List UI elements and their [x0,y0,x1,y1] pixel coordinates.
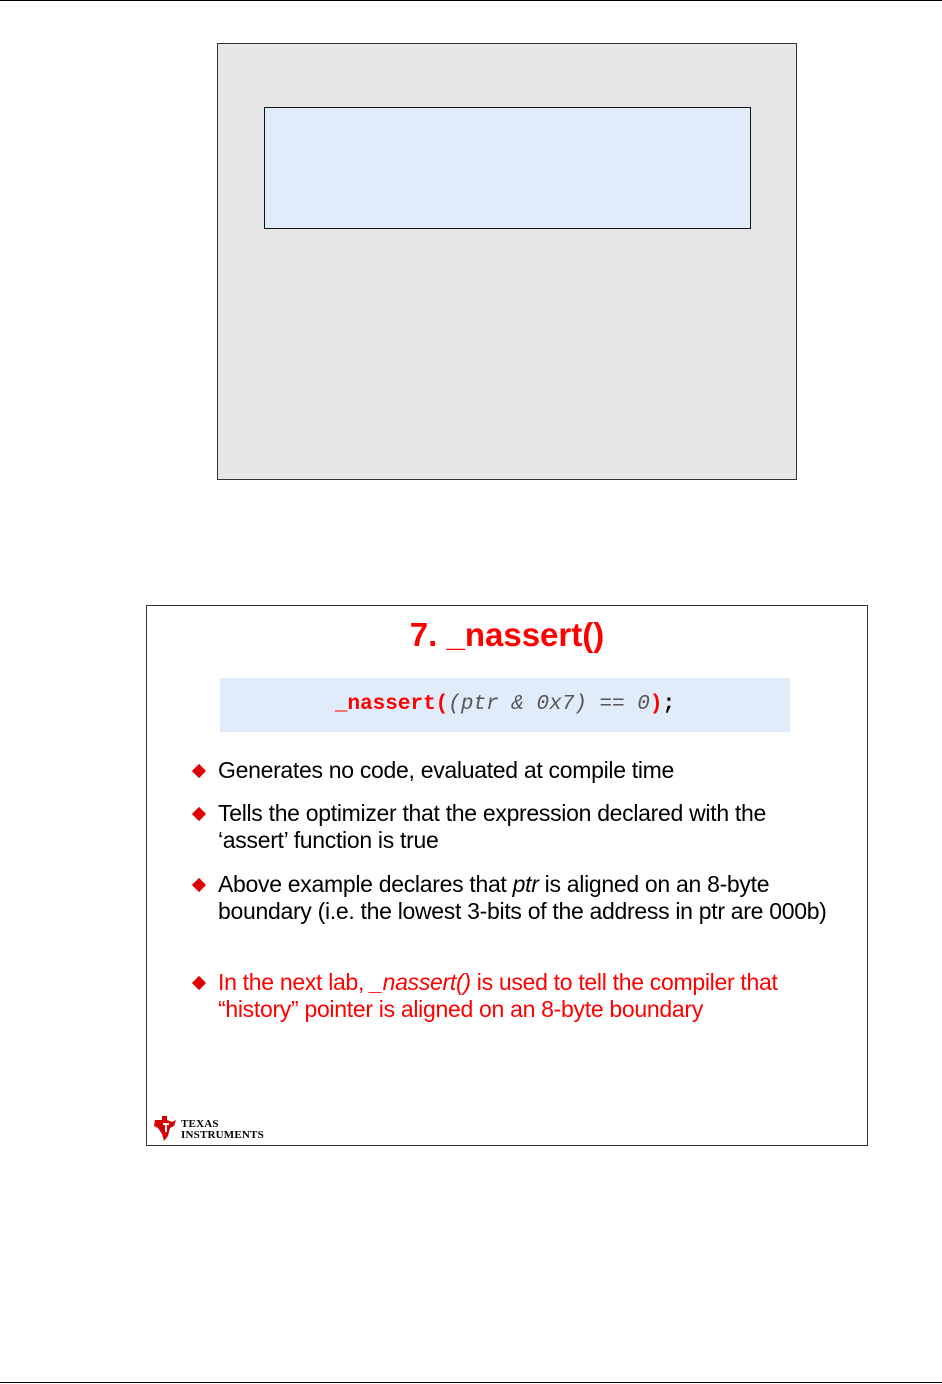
code-example-box [220,678,790,732]
diamond-bullet-icon [192,976,206,990]
code-close-paren: ) [649,693,663,716]
bullet-text: In the next lab, _nassert() is used to tell the compiler that “history” pointer is aligned on an 8-byte boundary [218,969,778,1022]
bullet-text: Tells the optimizer that the expression declared with the ‘assert’ function is true [218,800,766,853]
texas-instruments-logo [152,1114,282,1144]
slide-title: 7. _nassert() [409,616,605,653]
gray-slide-placeholder [217,43,797,480]
logo-wordmark: TEXAS INSTRUMENTS [181,1118,264,1141]
code-argument: (ptr & 0x7) == 0 [448,693,650,716]
bullet-text: Above example declares that ptr is aligned on an 8-byte boundary (i.e. the lowest 3-bits of the address in ptr are 000b) [218,871,827,924]
code-semicolon: ; [662,693,676,716]
top-rule [0,0,942,1]
ti-logo-icon [152,1114,178,1142]
diamond-bullet-icon [192,764,206,778]
code-function: _nassert( [334,693,449,716]
diamond-bullet-icon [192,807,206,821]
bullet-text: Generates no code, evaluated at compile time [218,757,675,783]
code-line [220,693,790,716]
bottom-rule [0,1382,942,1383]
blank-code-box [264,107,751,229]
nassert-slide [146,605,868,1146]
diamond-bullet-icon [192,878,206,892]
